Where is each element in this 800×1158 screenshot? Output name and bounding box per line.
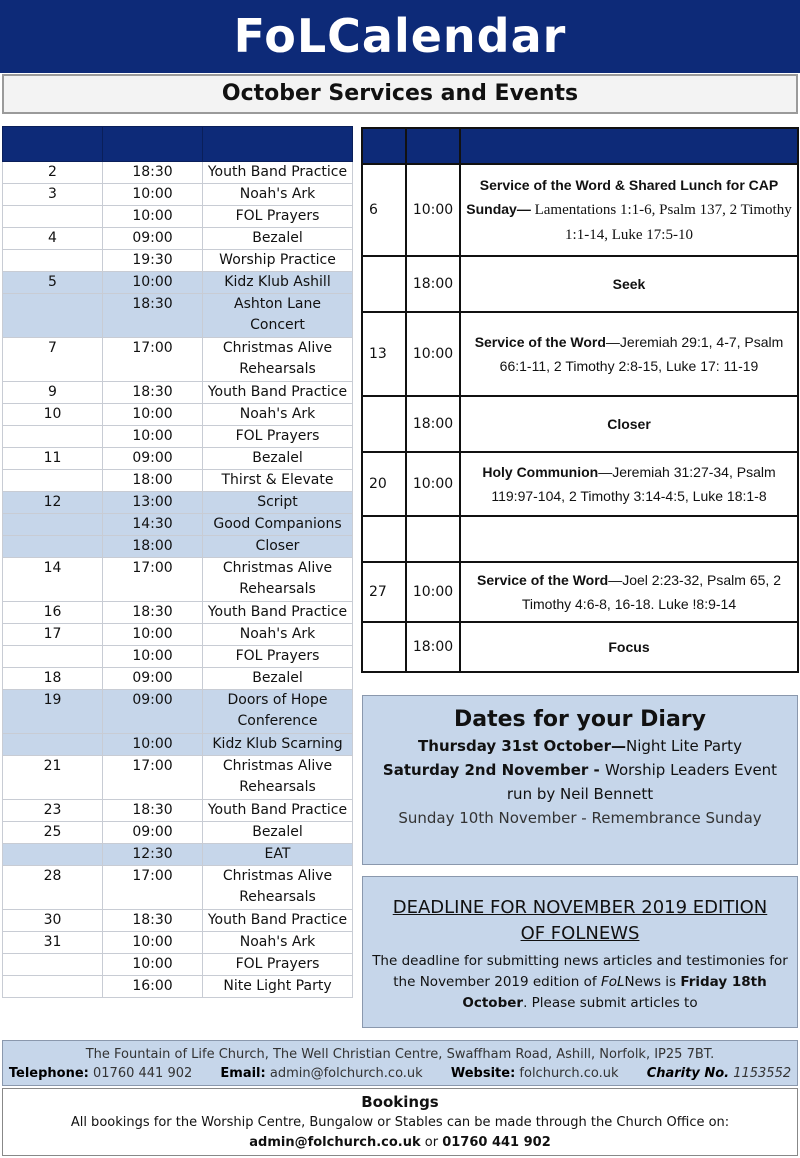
event-name: Kidz Klub Ashill	[203, 272, 353, 294]
event-time: 09:00	[103, 690, 203, 734]
header-cell	[3, 127, 103, 162]
charity-label: Charity No.	[646, 1066, 730, 1081]
email-label: Email:	[220, 1066, 266, 1081]
event-time: 17:00	[103, 866, 203, 910]
charity-number: 1153552	[729, 1066, 792, 1081]
event-name: FOL Prayers	[203, 206, 353, 228]
event-name: Christmas Alive Rehearsals	[203, 338, 353, 382]
event-name: Good Companions	[203, 514, 353, 536]
footer-contacts	[3, 1064, 797, 1083]
service-date: 6	[362, 164, 406, 256]
event-time: 18:00	[103, 536, 203, 558]
event-date: 23	[3, 800, 103, 822]
service-date	[362, 396, 406, 452]
event-row	[3, 206, 353, 228]
diary-title: Dates for your Diary	[454, 707, 706, 732]
service-type: Holy Communion	[482, 464, 599, 480]
service-date	[362, 516, 406, 562]
event-name: Doors of Hope Conference	[203, 690, 353, 734]
service-description	[460, 312, 798, 396]
deadline-heading-2: OF FOLNEWS	[520, 923, 640, 944]
diary-event: - Remembrance Sunday	[576, 809, 762, 827]
event-date: 7	[3, 338, 103, 382]
service-description	[460, 256, 798, 312]
event-date: 21	[3, 756, 103, 800]
event-name: Noah's Ark	[203, 184, 353, 206]
event-time: 18:00	[103, 470, 203, 492]
service-row	[362, 622, 798, 672]
service-readings: —Jeremiah 31:27-34, Psalm 119:97-104, 2 Timothy 3:14-4:5, Luke 18:1-8	[491, 464, 776, 504]
event-row	[3, 646, 353, 668]
event-name: Script	[203, 492, 353, 514]
event-date	[3, 514, 103, 536]
deadline-text-italic: FoL	[600, 974, 625, 990]
service-row	[362, 312, 798, 396]
event-row	[3, 976, 353, 998]
service-readings: —Joel 2:23-32, Psalm 65, 2 Timothy 4:6-8, 16-18. Luke !8:9-14	[521, 572, 781, 612]
deadline-text	[363, 951, 797, 1014]
event-time: 18:30	[103, 602, 203, 624]
event-time: 14:30	[103, 514, 203, 536]
diary-event: Night Lite Party	[625, 737, 742, 755]
deadline-heading: DEADLINE FOR NOVEMBER 2019 EDITION	[392, 897, 768, 918]
event-row	[3, 470, 353, 492]
event-row	[3, 162, 353, 184]
service-row	[362, 516, 798, 562]
bookings-contact	[3, 1133, 797, 1153]
event-date	[3, 470, 103, 492]
event-name: Youth Band Practice	[203, 382, 353, 404]
event-date: 4	[3, 228, 103, 250]
event-row	[3, 822, 353, 844]
event-date	[3, 206, 103, 228]
event-time: 10:00	[103, 426, 203, 448]
service-description	[460, 452, 798, 516]
service-title: Service of the Word & Shared Lunch for CAP	[479, 177, 779, 193]
deadline-text-part: News is	[624, 974, 681, 990]
event-time: 18:30	[103, 294, 203, 338]
service-row	[362, 396, 798, 452]
event-date	[3, 646, 103, 668]
deadline-box	[362, 876, 798, 1028]
event-name: Youth Band Practice	[203, 602, 353, 624]
event-time: 18:30	[103, 162, 203, 184]
event-date: 14	[3, 558, 103, 602]
service-date: 13	[362, 312, 406, 396]
event-row	[3, 690, 353, 734]
service-date	[362, 622, 406, 672]
event-name: Youth Band Practice	[203, 910, 353, 932]
event-time: 10:00	[103, 624, 203, 646]
service-title: Focus	[608, 639, 650, 655]
service-time: 18:00	[406, 396, 460, 452]
event-row	[3, 272, 353, 294]
service-date	[362, 256, 406, 312]
event-row	[3, 426, 353, 448]
event-time: 18:30	[103, 382, 203, 404]
event-name: Nite Light Party	[203, 976, 353, 998]
email-link[interactable]: admin@folchurch.co.uk	[265, 1066, 423, 1081]
event-time: 10:00	[103, 184, 203, 206]
event-time: 10:00	[103, 954, 203, 976]
event-name: Bezalel	[203, 822, 353, 844]
event-time: 17:00	[103, 338, 203, 382]
event-date	[3, 426, 103, 448]
event-date	[3, 734, 103, 756]
event-row	[3, 250, 353, 272]
header-cell	[203, 127, 353, 162]
service-title: Seek	[612, 276, 646, 292]
event-row	[3, 602, 353, 624]
deadline-text-part: The deadline for submitting news articles and testimonies for the November 2019 edition of	[372, 953, 788, 990]
event-name: EAT	[203, 844, 353, 866]
event-date: 17	[3, 624, 103, 646]
diary-date: Thursday 31st October—	[418, 737, 626, 755]
event-date: 5	[3, 272, 103, 294]
event-time: 09:00	[103, 668, 203, 690]
event-name: FOL Prayers	[203, 646, 353, 668]
event-row	[3, 338, 353, 382]
event-name: Bezalel	[203, 228, 353, 250]
telephone-label: Telephone:	[8, 1066, 89, 1081]
bookings-title: Bookings	[361, 1093, 439, 1111]
event-time: 19:30	[103, 250, 203, 272]
event-name: FOL Prayers	[203, 426, 353, 448]
event-time: 10:00	[103, 206, 203, 228]
service-description	[460, 562, 798, 622]
diary-line	[363, 734, 797, 758]
diary-box	[362, 695, 798, 865]
event-time: 10:00	[103, 404, 203, 426]
event-date: 10	[3, 404, 103, 426]
service-row	[362, 164, 798, 256]
event-name: Youth Band Practice	[203, 162, 353, 184]
event-name: Kidz Klub Scarning	[203, 734, 353, 756]
event-row	[3, 734, 353, 756]
diary-line	[363, 806, 797, 830]
event-time: 13:00	[103, 492, 203, 514]
service-description	[460, 622, 798, 672]
event-date: 25	[3, 822, 103, 844]
deadline-date: Friday 18th October	[462, 974, 767, 1011]
service-readings: Lamentations 1:1-6, Psalm 137, 2 Timothy 1:1-14, Luke 17:5-10	[530, 202, 792, 243]
service-row	[362, 256, 798, 312]
header-cell	[362, 128, 406, 164]
service-type: Service of the Word	[474, 334, 606, 350]
event-name: Youth Band Practice	[203, 800, 353, 822]
event-name: Bezalel	[203, 668, 353, 690]
footer	[2, 1040, 798, 1086]
event-date	[3, 954, 103, 976]
event-date: 11	[3, 448, 103, 470]
telephone-value: 01760 441 902	[88, 1066, 193, 1081]
event-name: Worship Practice	[203, 250, 353, 272]
event-row	[3, 184, 353, 206]
event-name: Christmas Alive Rehearsals	[203, 756, 353, 800]
event-row	[3, 668, 353, 690]
event-time: 10:00	[103, 646, 203, 668]
header-cell	[406, 128, 460, 164]
service-time: 18:00	[406, 256, 460, 312]
event-date: 19	[3, 690, 103, 734]
event-time: 18:30	[103, 800, 203, 822]
events-table	[2, 126, 353, 998]
service-description	[460, 396, 798, 452]
service-time: 10:00	[406, 164, 460, 256]
event-date: 2	[3, 162, 103, 184]
event-row	[3, 294, 353, 338]
services-table	[361, 127, 799, 673]
event-time: 09:00	[103, 448, 203, 470]
event-time: 10:00	[103, 932, 203, 954]
event-name: Bezalel	[203, 448, 353, 470]
events-table-header	[3, 127, 353, 162]
event-date: 28	[3, 866, 103, 910]
event-row	[3, 492, 353, 514]
diary-date: Sunday 10th November	[398, 809, 577, 827]
diary-event: Worship Leaders Event run by Neil Bennett	[506, 761, 778, 803]
event-name: Closer	[203, 536, 353, 558]
bookings-phone: 01760 441 902	[442, 1135, 551, 1150]
diary-line	[363, 758, 797, 806]
event-time: 17:00	[103, 558, 203, 602]
event-name: Christmas Alive Rehearsals	[203, 558, 353, 602]
event-row	[3, 954, 353, 976]
event-row	[3, 382, 353, 404]
event-date	[3, 844, 103, 866]
service-date: 27	[362, 562, 406, 622]
website-label: Website:	[450, 1066, 516, 1081]
service-description	[460, 516, 798, 562]
service-row	[362, 452, 798, 516]
bookings-or: or	[420, 1135, 443, 1150]
event-time: 10:00	[103, 272, 203, 294]
event-name: Noah's Ark	[203, 624, 353, 646]
event-time: 12:30	[103, 844, 203, 866]
event-time: 09:00	[103, 228, 203, 250]
page-title: FoLCalendar	[0, 0, 800, 73]
diary-date: Saturday 2nd November -	[382, 761, 605, 779]
service-time: 10:00	[406, 452, 460, 516]
header-cell	[460, 128, 798, 164]
event-name: Noah's Ark	[203, 932, 353, 954]
service-description	[460, 164, 798, 256]
services-table-header	[362, 128, 798, 164]
event-row	[3, 910, 353, 932]
event-row	[3, 404, 353, 426]
event-date	[3, 536, 103, 558]
event-row	[3, 514, 353, 536]
event-row	[3, 844, 353, 866]
event-time: 17:00	[103, 756, 203, 800]
event-row	[3, 536, 353, 558]
event-date	[3, 294, 103, 338]
page-subtitle: October Services and Events	[2, 74, 798, 114]
service-readings: —Jeremiah 29:1, 4-7, Psalm 66:1-11, 2 Timothy 2:8-15, Luke 17: 11-19	[499, 334, 784, 374]
event-row	[3, 932, 353, 954]
event-date: 16	[3, 602, 103, 624]
deadline-text-part: . Please submit articles to	[523, 995, 698, 1011]
header-cell	[103, 127, 203, 162]
event-name: Noah's Ark	[203, 404, 353, 426]
event-row	[3, 756, 353, 800]
event-date: 3	[3, 184, 103, 206]
service-time	[406, 516, 460, 562]
bookings-email-link[interactable]: admin@folchurch.co.uk	[249, 1135, 421, 1150]
event-date	[3, 976, 103, 998]
event-name: FOL Prayers	[203, 954, 353, 976]
service-type: Service of the Word	[477, 572, 609, 588]
service-title: Closer	[607, 416, 651, 432]
event-date	[3, 250, 103, 272]
event-time: 18:30	[103, 910, 203, 932]
bookings-text: All bookings for the Worship Centre, Bungalow or Stables can be made through the Church Office on:	[70, 1115, 730, 1130]
event-row	[3, 866, 353, 910]
service-time: 10:00	[406, 312, 460, 396]
service-type: Sunday—	[466, 201, 531, 217]
service-time: 18:00	[406, 622, 460, 672]
event-date: 9	[3, 382, 103, 404]
event-date: 12	[3, 492, 103, 514]
service-row	[362, 562, 798, 622]
event-date: 30	[3, 910, 103, 932]
event-row	[3, 800, 353, 822]
event-name: Thirst & Elevate	[203, 470, 353, 492]
event-time: 16:00	[103, 976, 203, 998]
service-time: 10:00	[406, 562, 460, 622]
bookings-box	[2, 1088, 798, 1156]
event-date: 31	[3, 932, 103, 954]
event-row	[3, 624, 353, 646]
website-link[interactable]: folchurch.co.uk	[515, 1066, 619, 1081]
event-name: Christmas Alive Rehearsals	[203, 866, 353, 910]
event-time: 09:00	[103, 822, 203, 844]
event-row	[3, 558, 353, 602]
event-row	[3, 448, 353, 470]
event-date: 18	[3, 668, 103, 690]
service-date: 20	[362, 452, 406, 516]
footer-address: The Fountain of Life Church, The Well Christian Centre, Swaffham Road, Ashill, Norfolk, IP25 7BT.	[85, 1047, 715, 1062]
event-name: Ashton Lane Concert	[203, 294, 353, 338]
event-row	[3, 228, 353, 250]
event-time: 10:00	[103, 734, 203, 756]
